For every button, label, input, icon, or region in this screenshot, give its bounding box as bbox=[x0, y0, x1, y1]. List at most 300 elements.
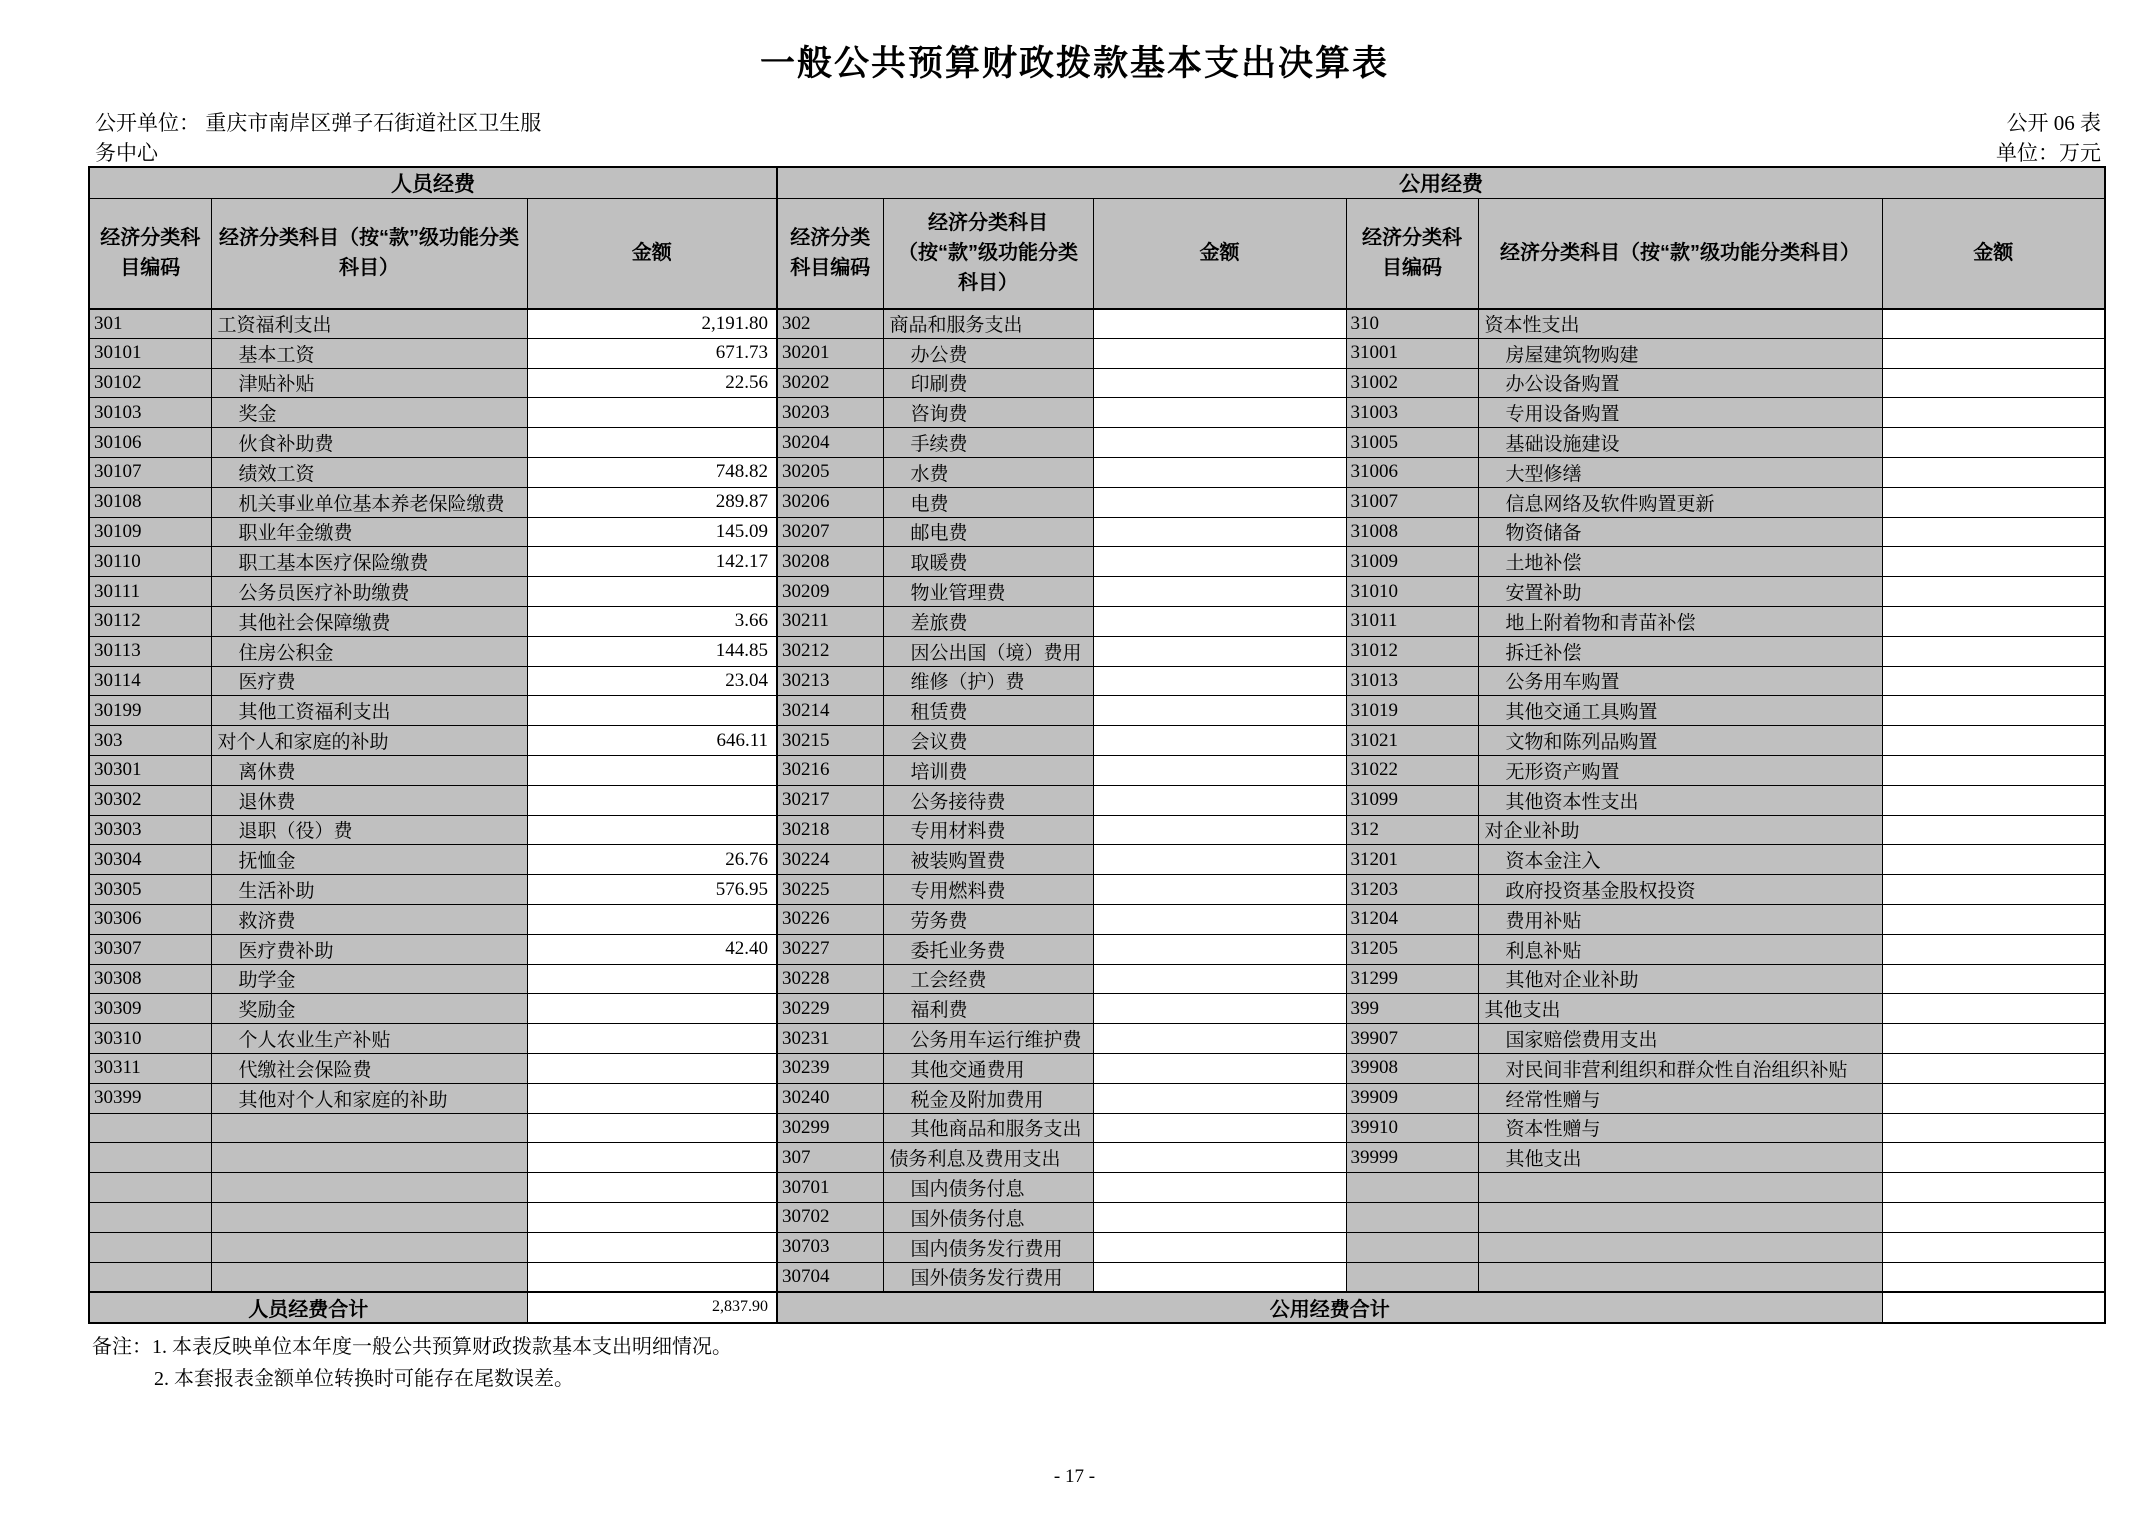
subject-name-cell: 资本性赠与 bbox=[1478, 1113, 1882, 1143]
subject-name-cell: 安置补助 bbox=[1478, 577, 1882, 607]
subject-code-cell: 30228 bbox=[777, 964, 883, 994]
amount-cell bbox=[1093, 1053, 1346, 1083]
subject-name-cell: 电费 bbox=[883, 487, 1093, 517]
subject-code-cell bbox=[89, 1262, 211, 1292]
col-header-code-1: 经济分类科目编码 bbox=[89, 199, 211, 309]
amount-cell bbox=[1093, 1262, 1346, 1292]
subject-name-cell: 基本工资 bbox=[211, 338, 527, 368]
subject-name-cell: 生活补助 bbox=[211, 875, 527, 905]
subject-name-cell: 其他工资福利支出 bbox=[211, 696, 527, 726]
subject-code-cell bbox=[89, 1202, 211, 1232]
subject-code-cell: 30311 bbox=[89, 1053, 211, 1083]
subject-code-cell: 31022 bbox=[1346, 755, 1478, 785]
table-row bbox=[89, 636, 2105, 666]
subject-code-cell: 30101 bbox=[89, 338, 211, 368]
subject-code-cell: 30207 bbox=[777, 517, 883, 547]
subject-code-cell: 31019 bbox=[1346, 696, 1478, 726]
subject-code-cell: 30216 bbox=[777, 755, 883, 785]
amount-cell: 671.73 bbox=[527, 338, 777, 368]
amount-cell bbox=[527, 696, 777, 726]
subject-code-cell: 31007 bbox=[1346, 487, 1478, 517]
subject-name-cell: 地上附着物和青苗补偿 bbox=[1478, 606, 1882, 636]
amount-cell bbox=[527, 785, 777, 815]
amount-cell bbox=[1882, 934, 2105, 964]
subject-name-cell: 取暖费 bbox=[883, 547, 1093, 577]
subject-name-cell: 其他支出 bbox=[1478, 994, 1882, 1024]
subject-code-cell: 30199 bbox=[89, 696, 211, 726]
subject-code-cell: 31001 bbox=[1346, 338, 1478, 368]
subject-name-cell: 公务用车购置 bbox=[1478, 666, 1882, 696]
amount-cell: 23.04 bbox=[527, 666, 777, 696]
amount-cell bbox=[527, 1173, 777, 1203]
unit-of-measure: 单位：万元 bbox=[1996, 141, 2101, 166]
table-row bbox=[89, 904, 2105, 934]
personnel-total-label: 人员经费合计 bbox=[89, 1292, 527, 1323]
subject-code-cell: 399 bbox=[1346, 994, 1478, 1024]
subject-name-cell: 差旅费 bbox=[883, 606, 1093, 636]
amount-cell bbox=[1882, 428, 2105, 458]
subject-code-cell: 303 bbox=[89, 726, 211, 756]
subject-code-cell: 39910 bbox=[1346, 1113, 1478, 1143]
subject-name-cell: 工资福利支出 bbox=[211, 309, 527, 339]
subject-name-cell: 工会经费 bbox=[883, 964, 1093, 994]
table-row bbox=[89, 577, 2105, 607]
table-row bbox=[89, 398, 2105, 428]
subject-code-cell: 30226 bbox=[777, 904, 883, 934]
table-row bbox=[89, 726, 2105, 756]
subject-code-cell: 30704 bbox=[777, 1262, 883, 1292]
subject-name-cell: 专用材料费 bbox=[883, 815, 1093, 845]
amount-cell bbox=[1882, 1262, 2105, 1292]
subject-name-cell: 对企业补助 bbox=[1478, 815, 1882, 845]
amount-cell bbox=[1093, 309, 1346, 339]
amount-cell bbox=[1882, 1083, 2105, 1113]
subject-name-cell: 助学金 bbox=[211, 964, 527, 994]
amount-cell bbox=[1882, 1232, 2105, 1262]
amount-cell bbox=[1882, 1053, 2105, 1083]
table-row bbox=[89, 338, 2105, 368]
subject-name-cell: 劳务费 bbox=[883, 904, 1093, 934]
subject-code-cell: 302 bbox=[777, 309, 883, 339]
subject-name-cell: 经常性赠与 bbox=[1478, 1083, 1882, 1113]
subject-code-cell: 30206 bbox=[777, 487, 883, 517]
amount-cell bbox=[1882, 1143, 2105, 1173]
subject-code-cell: 30218 bbox=[777, 815, 883, 845]
subject-name-cell: 办公设备购置 bbox=[1478, 368, 1882, 398]
subject-name-cell bbox=[211, 1143, 527, 1173]
subject-name-cell: 福利费 bbox=[883, 994, 1093, 1024]
table-row bbox=[89, 964, 2105, 994]
subject-name-cell: 离休费 bbox=[211, 755, 527, 785]
amount-cell: 142.17 bbox=[527, 547, 777, 577]
subject-name-cell bbox=[1478, 1262, 1882, 1292]
amount-cell bbox=[527, 398, 777, 428]
amount-cell bbox=[1093, 1083, 1346, 1113]
subject-code-cell: 30110 bbox=[89, 547, 211, 577]
table-row bbox=[89, 696, 2105, 726]
amount-cell bbox=[1882, 904, 2105, 934]
subject-name-cell: 租赁费 bbox=[883, 696, 1093, 726]
subject-code-cell: 30209 bbox=[777, 577, 883, 607]
subject-code-cell: 30304 bbox=[89, 845, 211, 875]
subject-code-cell bbox=[1346, 1232, 1478, 1262]
subject-code-cell: 30308 bbox=[89, 964, 211, 994]
amount-cell bbox=[1882, 964, 2105, 994]
amount-cell bbox=[1093, 904, 1346, 934]
table-row bbox=[89, 517, 2105, 547]
amount-cell bbox=[1882, 577, 2105, 607]
subject-name-cell: 物资储备 bbox=[1478, 517, 1882, 547]
table-body bbox=[89, 309, 2105, 1292]
col-header-subject-1: 经济分类科目（按“款”级功能分类科目） bbox=[211, 199, 527, 309]
subject-code-cell: 30211 bbox=[777, 606, 883, 636]
subject-code-cell: 30703 bbox=[777, 1232, 883, 1262]
subject-code-cell: 30213 bbox=[777, 666, 883, 696]
amount-cell bbox=[1882, 875, 2105, 905]
amount-cell bbox=[527, 994, 777, 1024]
table-row bbox=[89, 994, 2105, 1024]
amount-cell bbox=[1093, 338, 1346, 368]
table-row bbox=[89, 309, 2105, 339]
personnel-total-amount: 2,837.90 bbox=[527, 1292, 777, 1323]
amount-cell bbox=[1093, 666, 1346, 696]
subject-code-cell: 30208 bbox=[777, 547, 883, 577]
subject-name-cell: 公务用车运行维护费 bbox=[883, 1024, 1093, 1054]
table-row bbox=[89, 785, 2105, 815]
amount-cell bbox=[1093, 755, 1346, 785]
subject-code-cell: 30202 bbox=[777, 368, 883, 398]
amount-cell bbox=[527, 964, 777, 994]
subject-code-cell: 30214 bbox=[777, 696, 883, 726]
subject-name-cell: 债务利息及费用支出 bbox=[883, 1143, 1093, 1173]
table-row bbox=[89, 815, 2105, 845]
table-row bbox=[89, 368, 2105, 398]
amount-cell bbox=[527, 1083, 777, 1113]
amount-cell bbox=[1093, 368, 1346, 398]
subject-code-cell: 30307 bbox=[89, 934, 211, 964]
subject-code-cell: 30106 bbox=[89, 428, 211, 458]
subject-code-cell: 30303 bbox=[89, 815, 211, 845]
amount-cell bbox=[1882, 785, 2105, 815]
subject-code-cell: 31201 bbox=[1346, 845, 1478, 875]
subject-code-cell: 30305 bbox=[89, 875, 211, 905]
subject-code-cell: 39908 bbox=[1346, 1053, 1478, 1083]
subject-code-cell bbox=[89, 1173, 211, 1203]
subject-name-cell: 职工基本医疗保险缴费 bbox=[211, 547, 527, 577]
subject-name-cell: 会议费 bbox=[883, 726, 1093, 756]
amount-cell bbox=[527, 815, 777, 845]
subject-code-cell: 30203 bbox=[777, 398, 883, 428]
subject-name-cell: 邮电费 bbox=[883, 517, 1093, 547]
subject-name-cell bbox=[211, 1262, 527, 1292]
subject-name-cell: 物业管理费 bbox=[883, 577, 1093, 607]
table-row bbox=[89, 845, 2105, 875]
footnote-2: 2. 本套报表金额单位转换时可能存在尾数误差。 bbox=[154, 1368, 574, 1390]
subject-name-cell: 被装购置费 bbox=[883, 845, 1093, 875]
subject-name-cell bbox=[1478, 1173, 1882, 1203]
subject-name-cell: 其他支出 bbox=[1478, 1143, 1882, 1173]
col-header-subject-2: 经济分类科目（按“款”级功能分类科目） bbox=[883, 199, 1093, 309]
subject-code-cell: 30310 bbox=[89, 1024, 211, 1054]
subject-name-cell: 抚恤金 bbox=[211, 845, 527, 875]
column-header-row bbox=[89, 199, 2105, 309]
subject-name-cell: 因公出国（境）费用 bbox=[883, 636, 1093, 666]
subject-code-cell: 30229 bbox=[777, 994, 883, 1024]
subject-code-cell: 31205 bbox=[1346, 934, 1478, 964]
subject-code-cell: 31013 bbox=[1346, 666, 1478, 696]
amount-cell bbox=[1882, 606, 2105, 636]
amount-cell bbox=[1093, 457, 1346, 487]
col-header-amount-3: 金额 bbox=[1882, 199, 2105, 309]
subject-code-cell: 31010 bbox=[1346, 577, 1478, 607]
subject-name-cell: 绩效工资 bbox=[211, 457, 527, 487]
subject-code-cell: 31009 bbox=[1346, 547, 1478, 577]
subject-code-cell: 30217 bbox=[777, 785, 883, 815]
subject-name-cell: 水费 bbox=[883, 457, 1093, 487]
total-row bbox=[89, 1292, 2105, 1323]
amount-cell bbox=[1093, 636, 1346, 666]
subject-name-cell: 文物和陈列品购置 bbox=[1478, 726, 1882, 756]
subject-code-cell: 31011 bbox=[1346, 606, 1478, 636]
subject-code-cell: 39909 bbox=[1346, 1083, 1478, 1113]
subject-name-cell: 维修（护）费 bbox=[883, 666, 1093, 696]
subject-name-cell bbox=[211, 1113, 527, 1143]
amount-cell: 576.95 bbox=[527, 875, 777, 905]
amount-cell: 145.09 bbox=[527, 517, 777, 547]
table-row bbox=[89, 428, 2105, 458]
subject-code-cell bbox=[1346, 1202, 1478, 1232]
amount-cell bbox=[1882, 457, 2105, 487]
subject-name-cell: 专用设备购置 bbox=[1478, 398, 1882, 428]
subject-code-cell: 30204 bbox=[777, 428, 883, 458]
subject-code-cell: 31099 bbox=[1346, 785, 1478, 815]
subject-code-cell: 30309 bbox=[89, 994, 211, 1024]
subject-name-cell: 专用燃料费 bbox=[883, 875, 1093, 905]
subject-code-cell: 312 bbox=[1346, 815, 1478, 845]
subject-code-cell: 30299 bbox=[777, 1113, 883, 1143]
subject-name-cell: 土地补偿 bbox=[1478, 547, 1882, 577]
amount-cell bbox=[1093, 696, 1346, 726]
expenditure-table bbox=[88, 166, 2106, 1324]
subject-name-cell: 国外债务发行费用 bbox=[883, 1262, 1093, 1292]
subject-code-cell: 30239 bbox=[777, 1053, 883, 1083]
subject-name-cell: 资本性支出 bbox=[1478, 309, 1882, 339]
subject-code-cell: 39999 bbox=[1346, 1143, 1478, 1173]
amount-cell: 42.40 bbox=[527, 934, 777, 964]
subject-code-cell bbox=[1346, 1173, 1478, 1203]
amount-cell bbox=[527, 1202, 777, 1232]
amount-cell bbox=[1093, 1113, 1346, 1143]
amount-cell bbox=[527, 1024, 777, 1054]
subject-code-cell: 30225 bbox=[777, 875, 883, 905]
subject-code-cell: 30702 bbox=[777, 1202, 883, 1232]
amount-cell bbox=[1093, 547, 1346, 577]
amount-cell bbox=[527, 1232, 777, 1262]
subject-code-cell: 30111 bbox=[89, 577, 211, 607]
amount-cell bbox=[527, 904, 777, 934]
subject-name-cell: 伙食补助费 bbox=[211, 428, 527, 458]
amount-cell bbox=[1882, 1173, 2105, 1203]
footnotes bbox=[92, 1331, 732, 1395]
amount-cell bbox=[1093, 1173, 1346, 1203]
subject-name-cell: 印刷费 bbox=[883, 368, 1093, 398]
subject-code-cell bbox=[89, 1232, 211, 1262]
subject-name-cell: 利息补贴 bbox=[1478, 934, 1882, 964]
amount-cell bbox=[1882, 309, 2105, 339]
amount-cell: 26.76 bbox=[527, 845, 777, 875]
amount-cell bbox=[527, 1143, 777, 1173]
subject-name-cell: 职业年金缴费 bbox=[211, 517, 527, 547]
subject-code-cell: 31204 bbox=[1346, 904, 1478, 934]
amount-cell bbox=[1093, 1143, 1346, 1173]
subject-code-cell: 31012 bbox=[1346, 636, 1478, 666]
subject-code-cell: 30306 bbox=[89, 904, 211, 934]
subject-code-cell: 30215 bbox=[777, 726, 883, 756]
section-header-row bbox=[89, 167, 2105, 199]
subject-code-cell bbox=[1346, 1262, 1478, 1292]
page-number: - 17 - bbox=[1053, 1466, 1096, 1487]
amount-cell bbox=[1093, 875, 1346, 905]
subject-name-cell: 个人农业生产补贴 bbox=[211, 1024, 527, 1054]
amount-cell bbox=[1882, 755, 2105, 785]
subject-name-cell: 其他资本性支出 bbox=[1478, 785, 1882, 815]
amount-cell bbox=[1093, 398, 1346, 428]
amount-cell: 748.82 bbox=[527, 457, 777, 487]
amount-cell bbox=[1882, 368, 2105, 398]
subject-name-cell: 奖金 bbox=[211, 398, 527, 428]
subject-name-cell: 救济费 bbox=[211, 904, 527, 934]
subject-code-cell: 39907 bbox=[1346, 1024, 1478, 1054]
subject-code-cell: 30113 bbox=[89, 636, 211, 666]
subject-name-cell: 公务接待费 bbox=[883, 785, 1093, 815]
col-header-code-3: 经济分类科目编码 bbox=[1346, 199, 1478, 309]
subject-code-cell: 30224 bbox=[777, 845, 883, 875]
subject-name-cell: 对民间非营利组织和群众性自治组织补贴 bbox=[1478, 1053, 1882, 1083]
subject-code-cell: 301 bbox=[89, 309, 211, 339]
amount-cell bbox=[527, 1113, 777, 1143]
subject-name-cell: 退休费 bbox=[211, 785, 527, 815]
amount-cell bbox=[1093, 428, 1346, 458]
subject-name-cell bbox=[211, 1232, 527, 1262]
subject-name-cell: 办公费 bbox=[883, 338, 1093, 368]
subject-name-cell: 国外债务付息 bbox=[883, 1202, 1093, 1232]
amount-cell bbox=[1093, 934, 1346, 964]
amount-cell bbox=[1882, 517, 2105, 547]
table-row bbox=[89, 1024, 2105, 1054]
subject-name-cell bbox=[211, 1173, 527, 1203]
section-personnel-funds: 人员经费 bbox=[89, 167, 777, 199]
subject-name-cell bbox=[1478, 1202, 1882, 1232]
amount-cell bbox=[1882, 1113, 2105, 1143]
subject-name-cell: 医疗费 bbox=[211, 666, 527, 696]
subject-code-cell: 31299 bbox=[1346, 964, 1478, 994]
subject-code-cell: 30103 bbox=[89, 398, 211, 428]
table-row bbox=[89, 1053, 2105, 1083]
subject-code-cell: 307 bbox=[777, 1143, 883, 1173]
subject-name-cell: 国家赔偿费用支出 bbox=[1478, 1024, 1882, 1054]
amount-cell bbox=[1882, 815, 2105, 845]
table-row bbox=[89, 875, 2105, 905]
amount-cell bbox=[1093, 964, 1346, 994]
subject-code-cell: 30108 bbox=[89, 487, 211, 517]
amount-cell bbox=[1882, 994, 2105, 1024]
amount-cell bbox=[1093, 517, 1346, 547]
subject-code-cell: 31005 bbox=[1346, 428, 1478, 458]
subject-code-cell: 30205 bbox=[777, 457, 883, 487]
amount-cell bbox=[1882, 666, 2105, 696]
subject-code-cell: 30102 bbox=[89, 368, 211, 398]
amount-cell bbox=[1882, 398, 2105, 428]
table-number: 公开 06 表 bbox=[2006, 111, 2101, 135]
subject-name-cell: 其他交通工具购置 bbox=[1478, 696, 1882, 726]
subject-name-cell: 其他交通费用 bbox=[883, 1053, 1093, 1083]
subject-code-cell: 30231 bbox=[777, 1024, 883, 1054]
subject-code-cell: 30107 bbox=[89, 457, 211, 487]
subject-code-cell: 30212 bbox=[777, 636, 883, 666]
subject-code-cell bbox=[89, 1143, 211, 1173]
subject-name-cell: 房屋建筑物购建 bbox=[1478, 338, 1882, 368]
subject-name-cell: 对个人和家庭的补助 bbox=[211, 726, 527, 756]
amount-cell bbox=[1882, 487, 2105, 517]
table-row bbox=[89, 1113, 2105, 1143]
amount-cell bbox=[527, 755, 777, 785]
subject-name-cell: 其他对企业补助 bbox=[1478, 964, 1882, 994]
col-header-amount-2: 金额 bbox=[1093, 199, 1346, 309]
amount-cell: 144.85 bbox=[527, 636, 777, 666]
subject-name-cell: 奖励金 bbox=[211, 994, 527, 1024]
subject-code-cell: 30109 bbox=[89, 517, 211, 547]
table-meta bbox=[1996, 108, 2101, 169]
public-total-amount bbox=[1882, 1292, 2105, 1323]
subject-name-cell: 其他商品和服务支出 bbox=[883, 1113, 1093, 1143]
table-row bbox=[89, 547, 2105, 577]
subject-name-cell: 津贴补贴 bbox=[211, 368, 527, 398]
subject-name-cell: 住房公积金 bbox=[211, 636, 527, 666]
amount-cell bbox=[1882, 696, 2105, 726]
amount-cell bbox=[1093, 785, 1346, 815]
amount-cell bbox=[1882, 1024, 2105, 1054]
table-row bbox=[89, 606, 2105, 636]
table-row bbox=[89, 666, 2105, 696]
subject-name-cell: 代缴社会保险费 bbox=[211, 1053, 527, 1083]
col-header-subject-3: 经济分类科目（按“款”级功能分类科目） bbox=[1478, 199, 1882, 309]
subject-code-cell: 30399 bbox=[89, 1083, 211, 1113]
amount-cell bbox=[1093, 1232, 1346, 1262]
public-total-label: 公用经费合计 bbox=[777, 1292, 1882, 1323]
subject-code-cell: 30701 bbox=[777, 1173, 883, 1203]
amount-cell bbox=[1882, 845, 2105, 875]
amount-cell bbox=[1093, 1202, 1346, 1232]
subject-name-cell: 税金及附加费用 bbox=[883, 1083, 1093, 1113]
amount-cell bbox=[1882, 338, 2105, 368]
amount-cell bbox=[1093, 606, 1346, 636]
col-header-amount-1: 金额 bbox=[527, 199, 777, 309]
subject-name-cell: 退职（役）费 bbox=[211, 815, 527, 845]
subject-name-cell: 公务员医疗补助缴费 bbox=[211, 577, 527, 607]
table-row bbox=[89, 1262, 2105, 1292]
subject-name-cell: 咨询费 bbox=[883, 398, 1093, 428]
subject-code-cell: 30201 bbox=[777, 338, 883, 368]
subject-name-cell: 医疗费补助 bbox=[211, 934, 527, 964]
subject-name-cell: 其他对个人和家庭的补助 bbox=[211, 1083, 527, 1113]
table-row bbox=[89, 1232, 2105, 1262]
subject-code-cell: 30227 bbox=[777, 934, 883, 964]
subject-name-cell: 其他社会保障缴费 bbox=[211, 606, 527, 636]
publishing-unit: 公开单位： 重庆市南岸区弹子石街道社区卫生服务中心 bbox=[95, 111, 542, 166]
subject-name-cell: 政府投资基金股权投资 bbox=[1478, 875, 1882, 905]
subject-code-cell: 30114 bbox=[89, 666, 211, 696]
amount-cell bbox=[1882, 636, 2105, 666]
